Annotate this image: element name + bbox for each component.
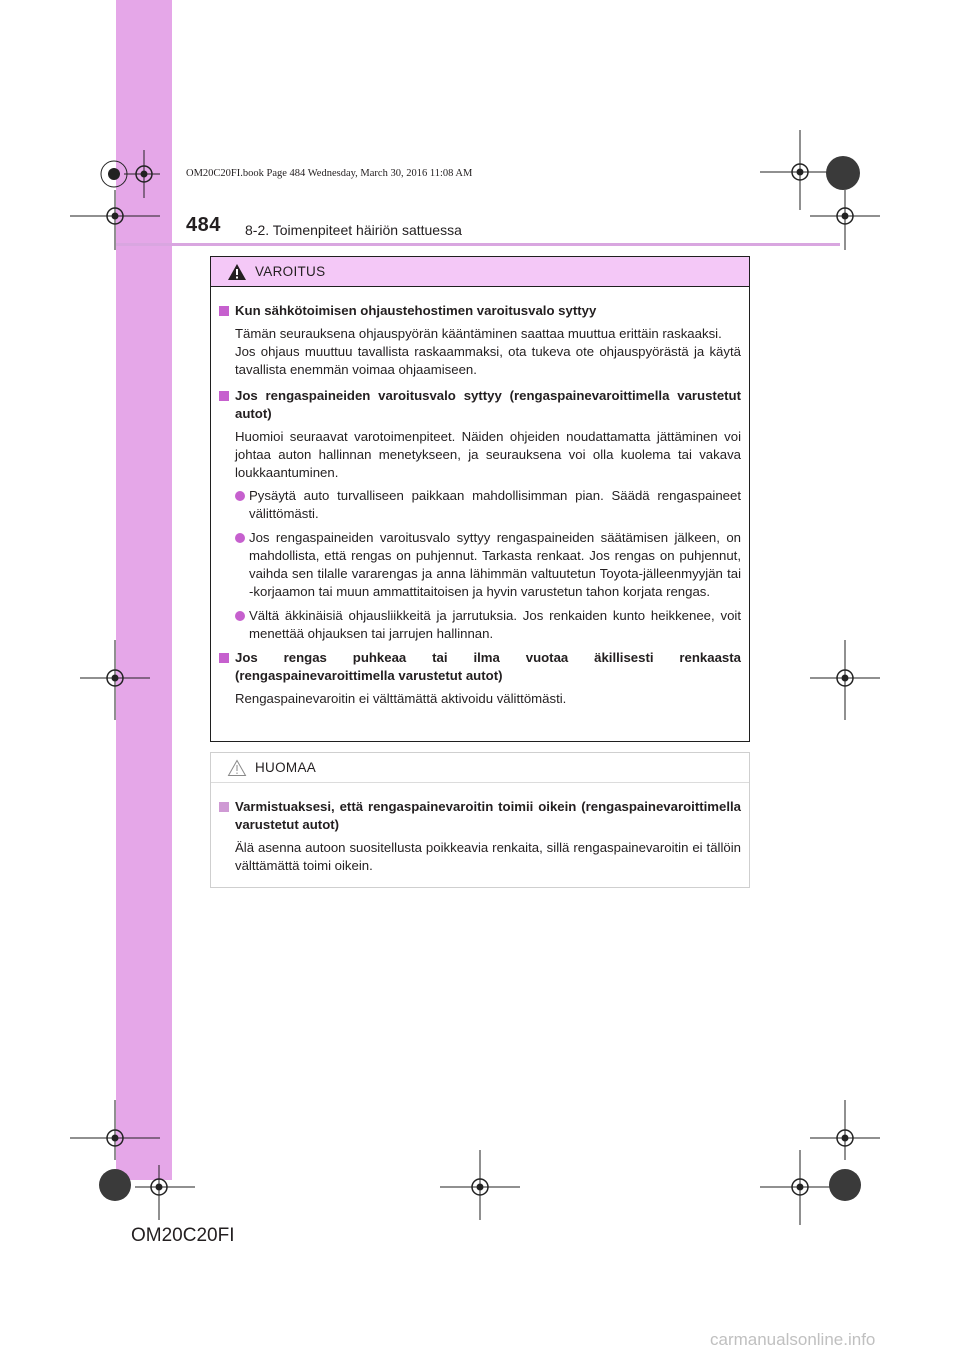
document-code: OM20C20FI: [131, 1225, 235, 1246]
bullet-dot-icon: [235, 491, 245, 501]
watermark: carmanualsonline.info: [710, 1330, 876, 1349]
warning-item-title: Jos rengaspaineiden varoitusvalo syttyy (rengaspainevaroittimella varustetut autot): [219, 387, 741, 423]
notice-triangle-icon: [227, 759, 247, 777]
crosshair-registration-mark: [440, 1150, 520, 1220]
crosshair-registration-mark: [810, 1100, 880, 1160]
warning-header: [211, 257, 749, 287]
section-title: 8-2. Toimenpiteet häiriön sattuessa: [245, 222, 462, 238]
crosshair-registration-mark: [70, 190, 160, 250]
print-info: OM20C20FI.book Page 484 Wednesday, March 30, 2016 11:08 AM: [186, 168, 473, 179]
starburst-registration-mark: [98, 1168, 132, 1202]
starburst-registration-mark: [828, 1168, 862, 1202]
notice-label: HUOMAA: [255, 760, 317, 775]
warning-box: [210, 256, 750, 742]
crosshair-registration-mark: [135, 1165, 195, 1220]
list-item: Jos rengaspaineiden varoitusvalo syttyy rengaspaineiden säätämisen jälkeen, on mahdollista, että rengas on puhjennut. Tarkasta renkaat. Jos rengas on puhjennut, vaihda sen tilalle vararengas ja anna lähimmän valtuutetun Toyota-jälleenmyyjän tai -korjaamon tai muun ammattitaitoisen ja hyvin varustetun tahon korjata rengas.: [219, 529, 741, 601]
header-rule: [116, 243, 840, 246]
list-item: Vältä äkkinäisiä ohjausliikkeitä ja jarrutuksia. Jos renkaiden kunto heikkenee, voit menettää ohjauksen tai jarrujen hallinnan.: [219, 607, 741, 643]
notice-header: [211, 753, 749, 783]
bullet-dot-icon: [235, 533, 245, 543]
paragraph: Älä asenna autoon suositellusta poikkeavia renkaita, sillä rengaspainevaroitin ei tällöin välttämättä toimi oikein.: [235, 840, 741, 873]
crosshair-registration-mark: [80, 640, 150, 720]
paragraph: Tämän seurauksena ohjauspyörän kääntäminen saattaa muuttua erittäin raskaaksi.: [235, 326, 722, 341]
starburst-registration-mark: [825, 155, 861, 191]
square-bullet-icon: [219, 391, 229, 401]
crosshair-registration-mark: [760, 1150, 830, 1225]
paragraph: Huomioi seuraavat varotoimenpiteet. Näiden ohjeiden noudattamatta jättäminen voi johtaa auton hallinnan menetykseen, ja seurauksena voi olla kuolema tai vakava loukkaantuminen.: [235, 429, 741, 480]
warning-item-title: Jos rengas puhkeaa tai ilma vuotaa äkillisesti renkaasta (rengaspainevaroittimella varustetut autot): [219, 649, 741, 685]
crosshair-registration-mark: [810, 190, 880, 250]
crosshair-registration-mark: [810, 640, 880, 720]
paragraph: Rengaspainevaroitin ei välttämättä aktivoidu välittömästi.: [235, 691, 567, 706]
square-bullet-icon: [219, 802, 229, 812]
bullet-dot-icon: [235, 611, 245, 621]
page-number: 484: [186, 214, 221, 236]
crosshair-registration-mark: [70, 1100, 160, 1160]
warning-item-title: Kun sähkötoimisen ohjaustehostimen varoitusvalo syttyy: [219, 302, 741, 320]
square-bullet-icon: [219, 306, 229, 316]
notice-box: [210, 752, 750, 888]
warning-label: VAROITUS: [255, 264, 326, 279]
square-bullet-icon: [219, 653, 229, 663]
warning-triangle-icon: [227, 263, 247, 281]
paragraph: Jos ohjaus muuttuu tavallista raskaammaksi, ota tukeva ote ohjauspyörästä ja käytä tavallista enemmän voimaa ohjaamiseen.: [235, 344, 741, 377]
notice-item-title: Varmistuaksesi, että rengaspainevaroitin toimii oikein (rengaspainevaroittimella varustetut autot): [219, 798, 741, 834]
list-item: Pysäytä auto turvalliseen paikkaan mahdollisimman pian. Säädä rengaspaineet välittömästi.: [219, 487, 741, 523]
